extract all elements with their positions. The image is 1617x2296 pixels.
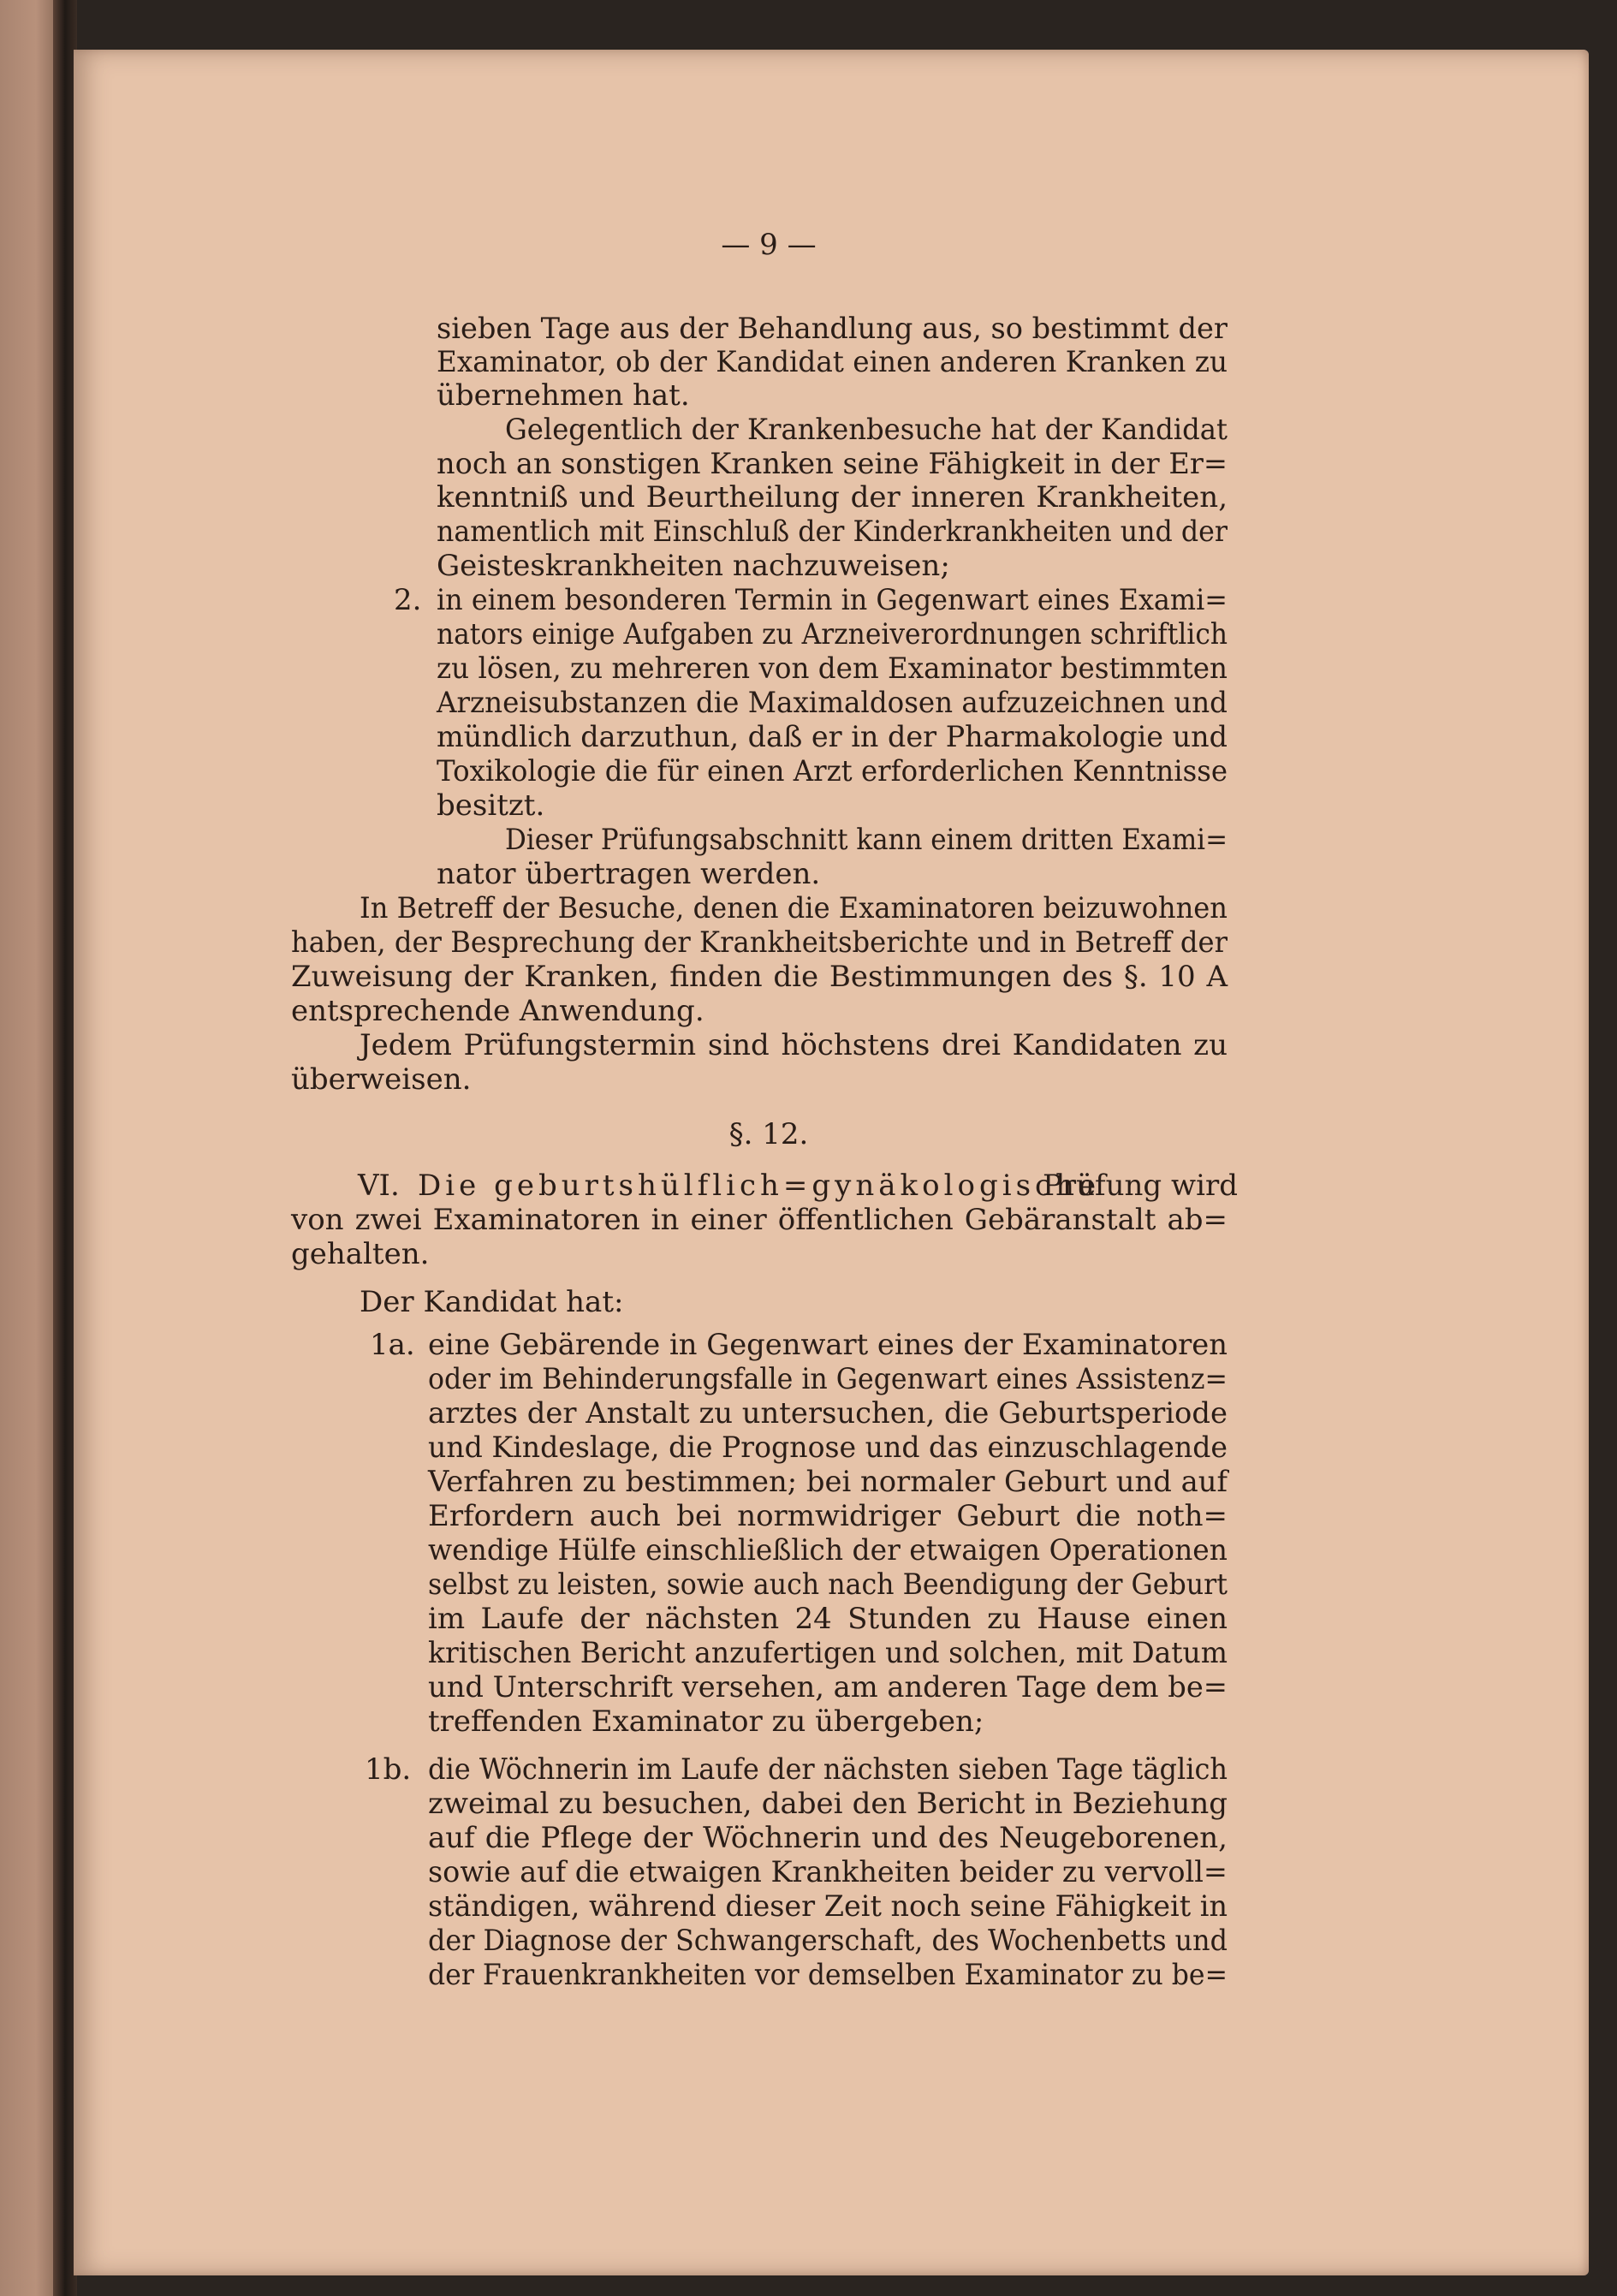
text-line: die Wöchnerin im Laufe der nächsten sieben Tage täglich [428,1752,1228,1787]
text-line: Geisteskrankheiten nachzuweisen; [437,549,950,583]
text-line: Arzneisubstanzen die Maximaldosen aufzuzeichnen und [437,686,1228,720]
text-line: und Kindeslage, die Prognose und das einzuschlagende [428,1431,1228,1465]
text-line: zweimal zu besuchen, dabei den Bericht in Beziehung [428,1787,1228,1821]
text-line: Zuweisung der Kranken, finden die Bestimmungen des §. 10 A [291,960,1228,994]
text-line: Erfordern auch bei normwidriger Geburt die noth= [428,1499,1228,1533]
text-line: eine Gebärende in Gegenwart eines der Examinatoren [428,1328,1228,1362]
page-number: — 9 — [721,228,817,262]
item-number: 1b. [365,1752,412,1787]
section-heading: §. 12. [728,1117,809,1151]
text-line: In Betreff der Besuche, denen die Examinatoren beizuwohnen [360,891,1228,925]
text-line: Dieser Prüfungsabschnitt kann einem dritten Exami= [505,823,1228,857]
text-line: selbst zu leisten, sowie auch nach Beendigung der Geburt [428,1567,1228,1602]
text-line: Examinator, ob der Kandidat einen anderen Kranken zu [437,345,1228,379]
text-line: besitzt. [437,788,545,823]
text-line: sowie auf die etwaigen Krankheiten beider zu vervoll= [428,1855,1228,1889]
text-line: Gelegentlich der Krankenbesuche hat der Kandidat [505,413,1228,447]
text-line: gehalten. [291,1237,430,1271]
text-line: überweisen. [291,1062,472,1097]
text-line: nators einige Aufgaben zu Arzneiverordnungen schriftlich [437,617,1228,651]
text-line: der Frauenkrankheiten vor demselben Examinator zu be= [428,1958,1228,1992]
item-number: 2. [394,583,422,617]
text-line: treffenden Examinator zu übergeben; [428,1704,984,1739]
text-line: namentlich mit Einschluß der Kinderkrankheiten und der [437,515,1228,549]
text-line: wendige Hülfe einschließlich der etwaigen Operationen [428,1533,1228,1567]
text-line: Jedem Prüfungstermin sind höchstens drei Kandidaten zu [360,1028,1228,1062]
text-line: Verfahren zu bestimmen; bei normaler Geburt und auf [428,1465,1228,1499]
text-line: auf die Pflege der Wöchnerin und des Neugeborenen, [428,1821,1228,1855]
spaced-term: Die geburtshülflich=gynäkologische [418,1169,1101,1203]
text-line: in einem besonderen Termin in Gegenwart eines Exami= [437,583,1228,617]
text-line: entsprechende Anwendung. [291,994,704,1028]
text-line: im Laufe der nächsten 24 Stunden zu Hause einen [428,1602,1228,1636]
section-numeral: VI. [358,1169,400,1203]
text-line: oder im Behinderungsfalle in Gegenwart eines Assistenz= [428,1362,1228,1396]
text-line: Der Kandidat hat: [360,1285,624,1319]
text-line: arztes der Anstalt zu untersuchen, die Geburtsperiode [428,1396,1228,1431]
text-line: und Unterschrift versehen, am anderen Tage dem be= [428,1670,1228,1704]
text-line: sieben Tage aus der Behandlung aus, so bestimmt der [437,312,1228,346]
text-line: von zwei Examinatoren in einer öffentlichen Gebäranstalt ab= [291,1203,1228,1237]
text-line: noch an sonstigen Kranken seine Fähigkeit in der Er= [437,447,1228,481]
text-line: haben, der Besprechung der Krankheitsberichte und in Betreff der [291,925,1228,960]
text-line: mündlich darzuthun, daß er in der Pharmakologie und [437,720,1228,754]
text-line: Toxikologie die für einen Arzt erforderlichen Kenntnisse [437,754,1228,788]
text-line: zu lösen, zu mehreren von dem Examinator bestimmten [437,651,1228,686]
text-line: Prüfung wird [1043,1169,1238,1203]
text-line: übernehmen hat. [437,378,690,413]
text-line: nator übertragen werden. [437,857,821,891]
text-line: kritischen Bericht anzufertigen und solchen, mit Datum [428,1636,1228,1670]
text-line: ständigen, während dieser Zeit noch seine Fähigkeit in [428,1889,1228,1924]
item-number: 1a. [370,1328,415,1362]
left-page-edge [0,0,60,2296]
text-line: kenntniß und Beurtheilung der inneren Krankheiten, [437,480,1228,515]
text-line: der Diagnose der Schwangerschaft, des Wochenbetts und [428,1924,1228,1958]
